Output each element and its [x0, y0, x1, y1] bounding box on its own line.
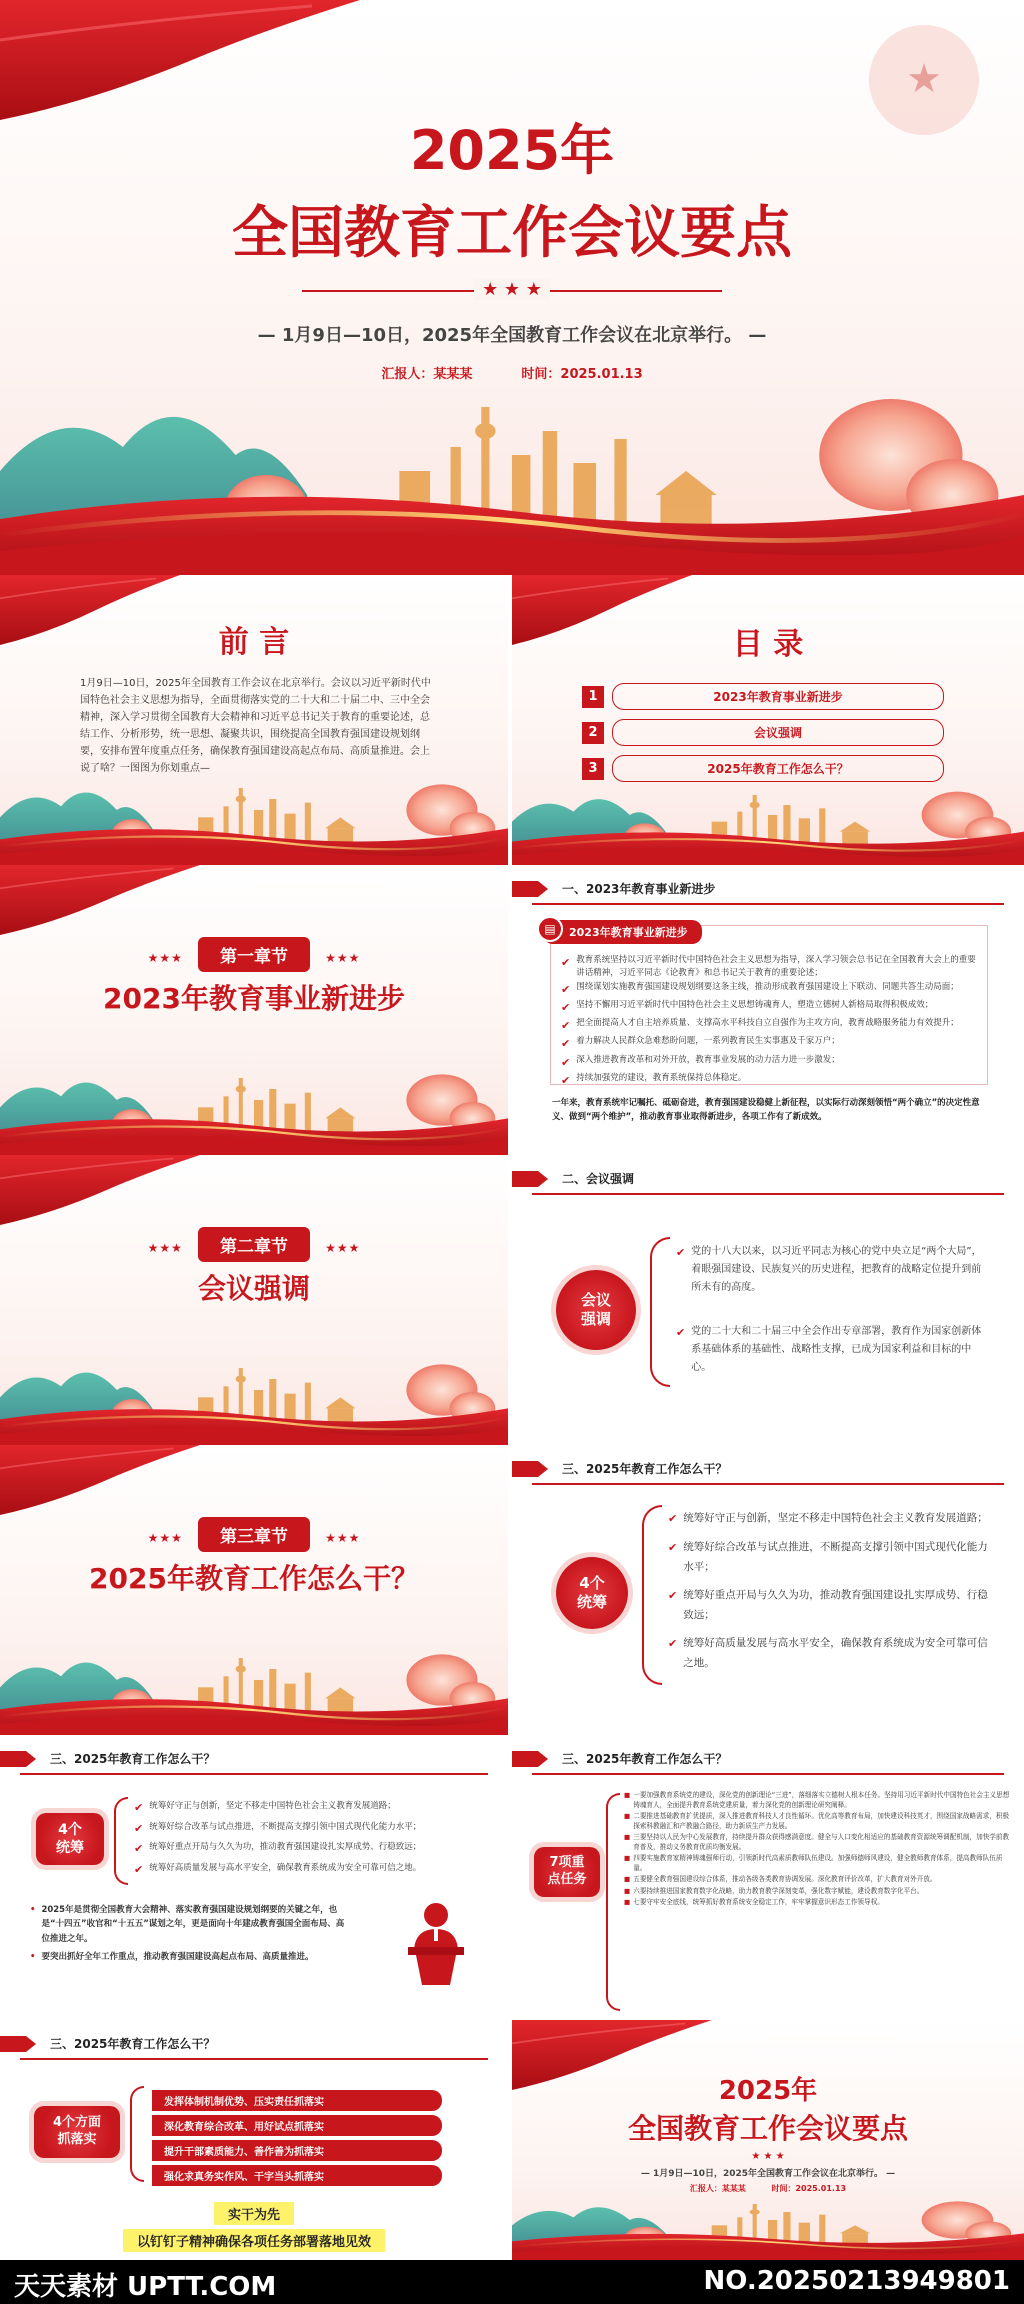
cover-reporter: 汇报人：某某某: [381, 367, 473, 382]
end-reporter: 汇报人：某某某: [689, 2184, 746, 2193]
chapter2-slide: [0, 1155, 508, 1445]
watermark-number: NO.20250213949801: [703, 2266, 1010, 2296]
cover-year-title: 2025年: [409, 119, 615, 182]
list-item: ✔ 围绕谋划实施教育强国建设规划纲要这条主线，推动形成教育强国建设上下联动、同题共答生动局面；: [561, 982, 959, 997]
task-item: ■ 二要推进基础教育扩优提质，深入推进教育科技人才良性循环。优化高等教育布局，加快建设科技英才，围绕国家战略需求，积极探索科教融汇和产教融合路径，助力新质生产力发展。: [624, 1812, 1010, 1830]
emphasis-circle: 会议 强调: [556, 1270, 636, 1350]
toc-item[interactable]: [582, 719, 944, 746]
tasks-badge: 7项重 点任务: [534, 1847, 600, 1897]
section-header-title: 三、2025年教育工作怎么干？: [562, 1752, 728, 1766]
tongchou-circle: 4个 统筹: [556, 1557, 628, 1629]
list-item: ✔ 统筹好守正与创新，坚定不移走中国特色社会主义教育发展道路；: [668, 1512, 988, 1525]
how-slide-1: [512, 1445, 1024, 1735]
landscape-decoration: [0, 1045, 508, 1155]
red-silk-decoration: [0, 865, 200, 935]
list-item: ✔ 把全面提高人才自主培养质量、支撑高水平科技自立自强作为主攻方向，教育战略服务能力有效提升；: [561, 1018, 959, 1033]
how-slide-4: [0, 2020, 508, 2260]
list-item: ✔ 教育系统坚持以习近平新时代中国特色社会主义思想为指导，深入学习领会总书记在全国教育大会上的重要讲话精神，习近平同志《论教育》和总书记关于教育的重要论述；: [561, 955, 976, 979]
chapter-title: 会议强调: [197, 1272, 310, 1305]
brace-decoration: [114, 1797, 128, 1885]
progress-slide: [512, 865, 1024, 1155]
end-title: 全国教育工作会议要点: [627, 2112, 908, 2145]
stars-decoration: ★★★: [325, 1241, 361, 1255]
section-header-title: 三、2025年教育工作怎么干？: [50, 2037, 216, 2051]
end-year-title: 2025年: [718, 2076, 818, 2106]
list-item: ✔ 统筹好重点开局与久久为功，推动教育强国建设扎实厚成势、行稳致远；: [668, 1588, 988, 1621]
implement-badge: 4个方面 抓落实: [34, 2106, 120, 2158]
section-header-title: 三、2025年教育工作怎么干？: [50, 1752, 216, 1766]
section-header: [0, 2020, 508, 2068]
list-item: ✔ 党的二十大和二十届三中全会作出专章部署，教育作为国家创新体系基础体系的基础性、战略性支撑，已成为国家利益和目标的中心。: [676, 1326, 982, 1373]
progress-box-title: 2023年教育事业新进步: [543, 920, 702, 944]
end-date: 时间：2025.01.13: [771, 2184, 847, 2193]
list-item: ✔ 持续加强党的建设，教育系统保持总体稳定。: [561, 1072, 747, 1087]
list-item: ✔ 着力解决人民群众急难愁盼问题，一系列教育民生实事惠及千家万户；: [561, 1036, 840, 1051]
implement-item: 强化求真务实作风、干字当头抓落实: [152, 2165, 442, 2186]
how-slide-2: [0, 1735, 508, 2020]
note-item: • 2025年是贯彻全国教育大会精神、落实教育强国建设规划纲要的关键之年，也是“十四五”收官和“十五五”谋划之年，更是面向十年建成教育强国全面布局、高位推进之年。: [30, 1905, 345, 1944]
section-header: [512, 1445, 1024, 1493]
list-item: ✔ 统筹好综合改革与试点推进，不断提高支撑引领中国式现代化能力水平；: [668, 1540, 988, 1573]
watermark-site: 天天素材 UPTT.COM: [14, 2272, 277, 2302]
chapter-title: 2023年教育事业新进步: [103, 982, 405, 1015]
implement-item: 深化教育综合改革、用好试点抓落实: [152, 2115, 442, 2136]
toc-label: 2023年教育事业新进步: [612, 683, 944, 710]
list-item: ✔ 深入推进教育改革和对外开放，教育事业发展的动力活力进一步激发；: [561, 1054, 840, 1069]
toc-number: 3: [582, 758, 604, 780]
toc-item[interactable]: [582, 755, 944, 782]
motto-line-1: 实干为先: [214, 2202, 294, 2225]
cover-subtitle: — 1月9日—10日，2025年全国教育工作会议在北京举行。 —: [257, 325, 767, 346]
brace-decoration: [606, 1793, 620, 2011]
task-item: ■ 四要实施教育家精神铸魂强师行动，引领新时代高素质教师队伍建设。加强师德师风建设，健全教师教育体系，提高教师队伍质量。: [624, 1854, 1003, 1872]
preface-title: 前 言: [218, 625, 290, 660]
landscape-decoration: [0, 1625, 508, 1735]
stars-decoration: ★★★: [147, 1241, 183, 1255]
list-item: ✔ 统筹好综合改革与试点推进，不断提高支撑引领中国式现代化能力水平；: [134, 1821, 422, 1835]
section-header-title: 三、2025年教育工作怎么干？: [562, 1462, 728, 1476]
watermark-footer: [0, 2260, 1024, 2304]
list-item: ✔ 统筹好重点开局与久久为功，推动教育强国建设扎实厚成势、行稳致远；: [134, 1842, 422, 1856]
chapter-tag: 第三章节: [198, 1517, 310, 1552]
implement-item: 发挥体制机制优势、压实责任抓落实: [152, 2090, 442, 2111]
red-silk-decoration: [0, 1445, 200, 1515]
section-header: [512, 1735, 1024, 1783]
chapter-tag: 第二章节: [198, 1227, 310, 1262]
stars-decoration: ★★★: [325, 951, 361, 965]
brace-decoration: [642, 1505, 662, 1685]
chapter-title: 2025年教育工作怎么干？: [89, 1562, 419, 1595]
toc-label: 会议强调: [612, 719, 944, 746]
list-item: ✔ 坚持不懈用习近平新时代中国特色社会主义思想铸魂育人，塑造立德树人新格局取得积极成效；: [561, 1000, 934, 1015]
chapter1-slide: [0, 865, 508, 1155]
book-icon: ▤: [537, 916, 563, 942]
motto-line-2: 以钉钉子精神确保各项任务部署落地见效: [123, 2229, 385, 2252]
stars-decoration: ★★★: [325, 1531, 361, 1545]
brace-decoration: [650, 1237, 670, 1387]
section-header: [0, 1735, 508, 1783]
emphasis-slide: [512, 1155, 1024, 1445]
toc-item[interactable]: [582, 683, 944, 710]
task-item: ■ 三要坚持以人民为中心发展教育，持续提升群众获得感满意度。健全与人口变化相适应的基础教育资源统筹调配机制，加快学前教育普及，推动义务教育优质均衡发展。: [624, 1833, 1010, 1851]
list-item: ✔ 统筹好高质量发展与高水平安全，确保教育系统成为安全可靠可信之地。: [134, 1863, 422, 1877]
stars-decoration: ★★★: [147, 1531, 183, 1545]
task-item: ■ 六要持续推进国家教育数字化战略，助力教育教学深刻变革，强化数字赋能，建设教育数字化平台。: [624, 1886, 924, 1895]
task-item: ■ 七要守牢安全底线，统筹抓好教育系统安全稳定工作，牢牢掌握意识形态工作领导权。: [624, 1898, 884, 1907]
chapter3-slide: [0, 1445, 508, 1735]
stars-decoration: ★★★: [147, 951, 183, 965]
list-item: ✔ 统筹好守正与创新，坚定不移走中国特色社会主义教育发展道路；: [134, 1801, 396, 1814]
progress-summary: 一年来，教育系统牢记嘱托、砥砺奋进，教育强国建设稳健上新征程，以实际行动深刻领悟“两个确立”的决定性意义、做到“两个维护”，推动教育事业取得新进步，各项工作有了新成效。: [552, 1098, 980, 1122]
cover-title: 全国教育工作会议要点: [232, 201, 792, 266]
cover-slide: [0, 0, 1024, 575]
progress-box: [544, 922, 988, 1087]
toc-title: 目 录: [732, 627, 804, 662]
section-header: [512, 865, 1024, 913]
cover-date: 时间：2025.01.13: [521, 367, 643, 382]
task-item: ■ 一要加强教育系统党的建设，深化党的创新理论“三进”，落细落实立德树人根本任务。坚持用习近平新时代中国特色社会主义思想铸魂育人，全面提升教育系统党建质量，着力深化党的创新理论研究阐释。: [624, 1791, 1010, 1809]
task-item: ■ 五要健全教育强国建设综合体系，推动各级各类教育协调发展。深化教育评价改革，扩大教育对外开放。: [624, 1875, 937, 1884]
toc-slide: [512, 575, 1024, 865]
landscape-decoration: [0, 1335, 508, 1445]
brace-decoration: [130, 2086, 144, 2182]
tongchou-badge: 4个 统筹: [36, 1813, 104, 1865]
list-item: ✔ 统筹好高质量发展与高水平安全，确保教育系统成为安全可靠可信之地。: [668, 1636, 988, 1669]
toc-number: 2: [582, 722, 604, 744]
section-header: [512, 1155, 1024, 1203]
svg-text:★: ★: [906, 56, 942, 102]
preface-slide: [0, 575, 508, 865]
red-silk-decoration: [0, 1155, 200, 1225]
note-item: • 要突出抓好全年工作重点，推动教育强国建设高起点布局、高质量推进。: [30, 1952, 314, 1963]
preface-body: 1月9日—10日，2025年全国教育工作会议在北京举行。会议以习近平新时代中国特色社会主义思想为指导，全面贯彻落实党的二十大和二十届二中、三中全会精神，深入学习贯彻全国教育大会精神和习近平总书记关于教育的重要论述，总结工作、分析形势，统一思想、凝聚共识，围绕提高全国教育强国建设规划纲要，安排布置年度重点任务，确保教育强国建设高起点布局、高质量推进。会上说了啥？一图图为你划重点—: [80, 678, 431, 774]
end-slide: [512, 2020, 1024, 2260]
how-slide-3: [512, 1735, 1024, 2020]
toc-number: 1: [582, 686, 604, 708]
speaker-podium-icon: [386, 1897, 486, 1987]
star-divider: ★ ★ ★: [302, 279, 722, 303]
chapter-tag: 第一章节: [198, 937, 310, 972]
list-item: ✔ 党的十八大以来，以习近平同志为核心的党中央立足“两个大局”，着眼强国建设、民族复兴的历史进程，把教育的战略定位提升到前所未有的高度。: [676, 1246, 982, 1293]
section-header-title: 一、2023年教育事业新进步: [562, 882, 716, 896]
section-header-title: 二、会议强调: [562, 1172, 635, 1186]
end-subtitle: — 1月9日—10日，2025年全国教育工作会议在北京举行。 —: [640, 2169, 896, 2179]
star-divider: ★ ★ ★: [751, 2151, 785, 2162]
red-silk-decoration: [0, 0, 360, 120]
implement-item: 提升干部素质能力、善作善为抓落实: [152, 2140, 442, 2161]
toc-label: 2025年教育工作怎么干？: [612, 755, 944, 782]
